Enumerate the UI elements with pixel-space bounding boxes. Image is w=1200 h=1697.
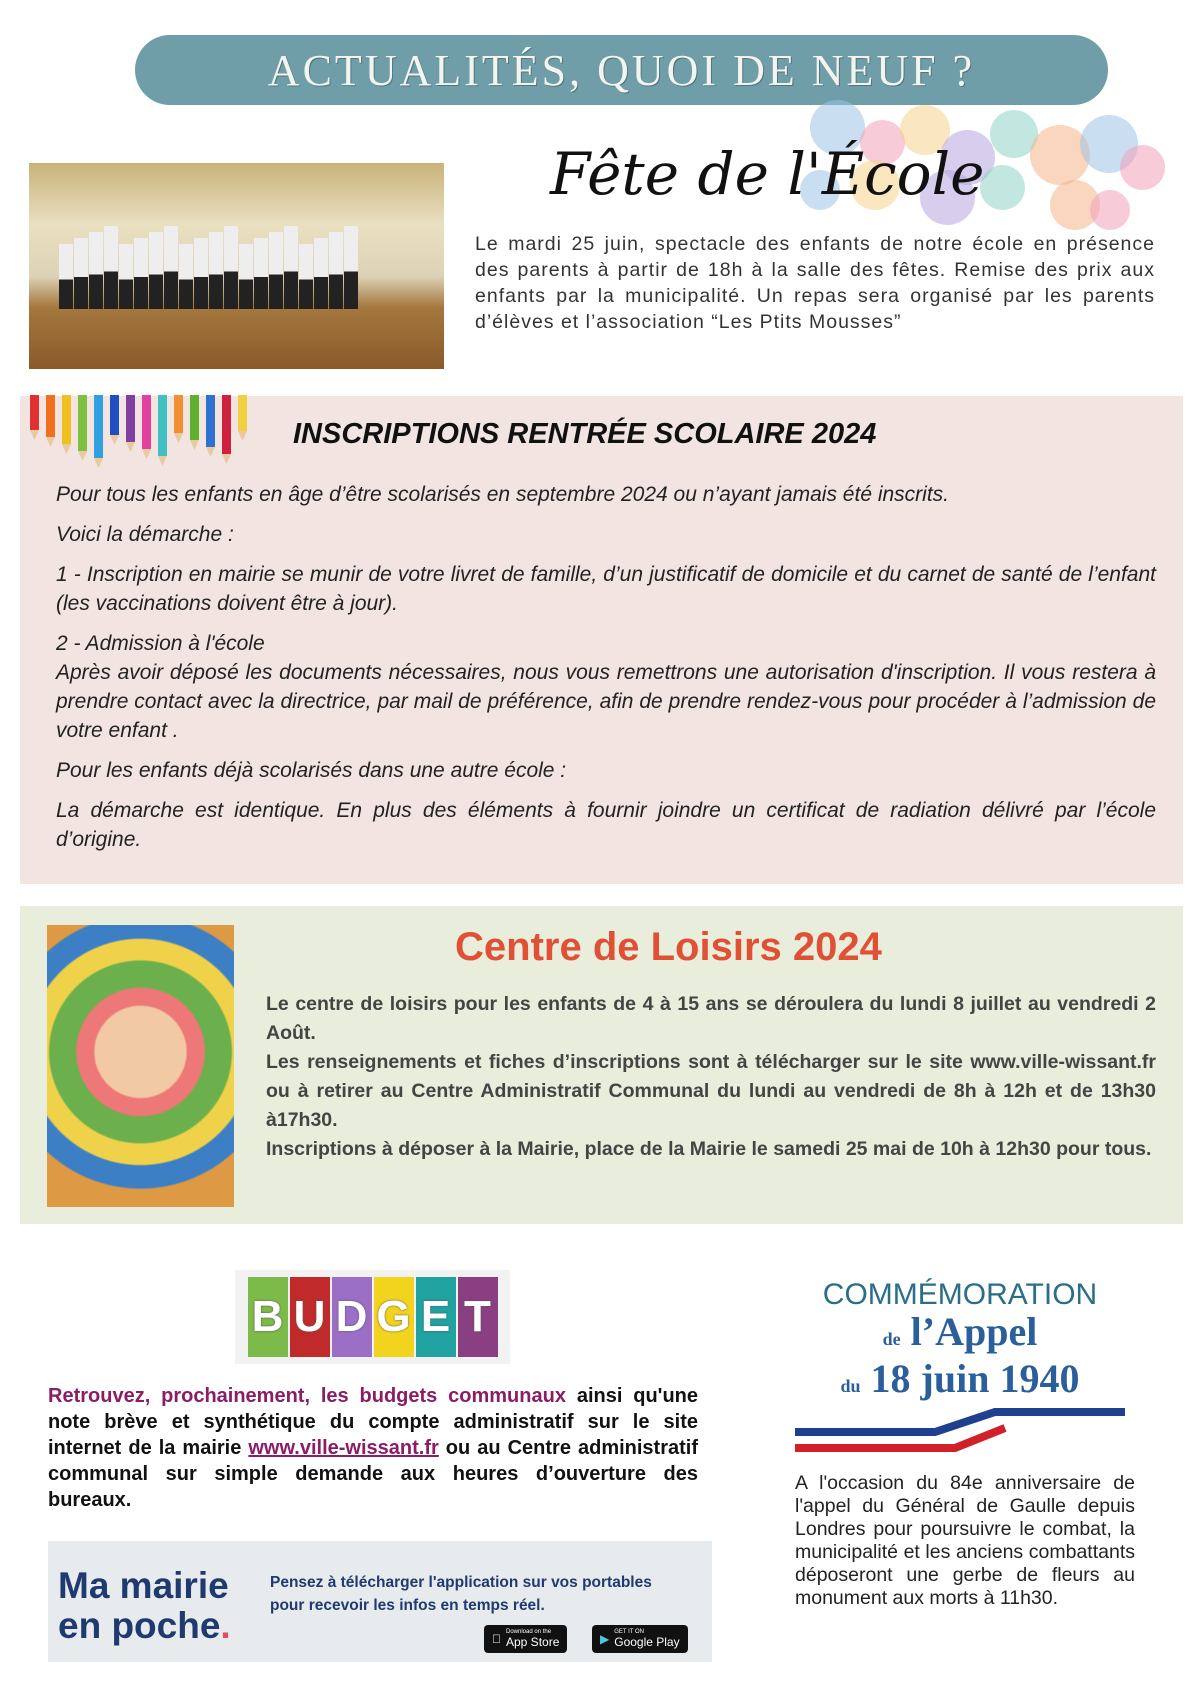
pencil <box>238 395 247 431</box>
badge-label: App Store <box>497 1635 551 1649</box>
child-figure <box>344 226 358 309</box>
app-promo-text: Pensez à télécharger l'application sur vos portables pour recevoir les infos en temps réel. <box>270 1574 652 1614</box>
commemoration-text: A l'occasion du 84e anniversaire de l'appel du Général de Gaulle depuis Londres pour poursuivre le combat, la municipalité et les anciens combattants déposeront une gerbe de fleurs au monument aux morts à 11h30. <box>795 1472 1135 1609</box>
google-play-badge[interactable] <box>592 1625 688 1653</box>
badge-small: Download on the <box>497 1629 543 1635</box>
logo-dot: . <box>220 1605 231 1646</box>
appel-title <box>795 1309 1125 1406</box>
centre-loisirs-body <box>266 990 1156 1164</box>
pencil <box>46 395 55 437</box>
pencil <box>78 395 87 451</box>
child-figure <box>74 238 88 309</box>
pencil-tip <box>174 433 183 443</box>
budget-letter-block: G <box>374 1277 414 1357</box>
pencil <box>142 395 151 449</box>
pencil <box>190 395 199 440</box>
pencil <box>206 395 215 447</box>
pencil-tip <box>94 458 103 468</box>
line: Inscriptions à déposer à la Mairie, place de la Mairie le samedi 25 mai de 10h à 12h30 pour tous. <box>266 1138 1152 1160</box>
child-figure <box>119 244 133 309</box>
pencil-tip <box>158 456 167 466</box>
child-figure <box>254 238 268 309</box>
tricolor-ribbon-icon <box>795 1404 1125 1454</box>
ma-mairie-en-poche-banner <box>48 1541 712 1662</box>
paragraph: 2 - Admission à l'école <box>56 632 265 655</box>
child-figure <box>239 244 253 309</box>
child-figure <box>89 232 103 309</box>
section-header-banner <box>135 35 1108 105</box>
pencil <box>126 395 135 442</box>
budget-text-part: ainsi qu'une note brève et synthétique du compte administratif sur le site internet de la mairie <box>48 1385 698 1459</box>
pencil-tip <box>142 449 151 459</box>
pencil <box>222 395 231 454</box>
pencil-tip <box>62 444 71 454</box>
pencil-tip <box>110 435 119 445</box>
budget-text <box>48 1383 698 1513</box>
pencil <box>62 395 71 444</box>
line: Le centre de loisirs pour les enfants de 4 à 15 ans se déroulera du lundi 8 juillet au vendredi 2 Août. <box>266 993 1156 1044</box>
child-figure <box>134 238 148 309</box>
paragraph: Voici la démarche : <box>56 523 234 546</box>
budget-text-part: ou au Centre administratif communal sur simple demande aux heures d’ouverture des bureaux. <box>48 1437 698 1511</box>
pencil <box>110 395 119 435</box>
ma-mairie-logo <box>58 1566 231 1646</box>
child-figure <box>149 232 163 309</box>
budget-highlight: Retrouvez, prochainement, les budgets communaux <box>48 1385 566 1407</box>
child-figure <box>314 238 328 309</box>
appel: l’Appel <box>910 1309 1038 1354</box>
fete-text: Le mardi 25 juin, spectacle des enfants de notre école en présence des parents à partir de 18h à la salle des fêtes. Remise des prix aux enfants par la municipalité. Un repas sera organisé par les parents d’élèves et l’association “Les Ptits Mousses” <box>475 233 1155 333</box>
child-figure <box>209 232 223 309</box>
app-store-badge[interactable] <box>484 1625 567 1653</box>
paragraph: Après avoir déposé les documents nécessaires, nous vous remettrons une autorisation d'inscription. Il vous restera à prendre contact avec la directrice, par mail de préférence, afin de prendre rendez-vous pour procéder à l’admission de votre enfant . <box>56 661 1156 742</box>
pencil-tip <box>190 440 199 450</box>
pencil-tip <box>46 437 55 447</box>
child-figure <box>284 226 298 309</box>
budget-letter-block: U <box>290 1277 330 1357</box>
balloon <box>980 165 1025 210</box>
budget-letter-block: E <box>416 1277 456 1357</box>
paragraph: Pour tous les enfants en âge d’être scolarisés en septembre 2024 ou n’ayant jamais été inscrits. <box>56 483 950 506</box>
badge-label: Google Play <box>614 1635 680 1649</box>
badge-small: GET IT ON <box>614 1629 645 1635</box>
child-figure <box>59 244 73 309</box>
commemoration-title: COMMÉMORATION <box>822 1278 1098 1311</box>
paragraph: 1 - Inscription en mairie se munir de votre livret de famille, d’un justificatif de domicile et du carnet de santé de l’enfant (les vaccinations doivent être à jour). <box>56 563 1156 615</box>
line: Les renseignements et fiches d’inscriptions sont à télécharger sur le site www.ville-wissant.fr ou à retirer au Centre Administratif Communal du lundi au vendredi de 8h à 12h et de 13h30 à17h30. <box>266 1051 1156 1131</box>
child-figure <box>194 238 208 309</box>
paragraph: La démarche est identique. En plus des éléments à fournir joindre un certificat de radiation délivré par l’école d’origine. <box>56 799 1156 851</box>
de: de <box>882 1329 901 1349</box>
school-party-photo <box>29 163 444 369</box>
fete-title: Fête de l'École <box>550 140 985 208</box>
inscriptions-title: INSCRIPTIONS RENTRÉE SCOLAIRE 2024 <box>293 418 877 450</box>
apple-icon <box>492 1632 501 1646</box>
pencil-tip <box>78 451 87 461</box>
child-figure <box>329 232 343 309</box>
pencil-tip <box>238 431 247 441</box>
colored-pencils-decoration <box>30 395 270 470</box>
pencil <box>94 395 103 458</box>
child-figure <box>179 244 193 309</box>
du: du <box>840 1376 861 1396</box>
commemoration-graphic <box>795 1278 1125 1458</box>
child-figure <box>299 244 313 309</box>
pencil <box>158 395 167 456</box>
pencil <box>174 395 183 433</box>
budget-letter-block: D <box>332 1277 372 1357</box>
website-link[interactable]: www.ville-wissant.fr <box>248 1437 439 1459</box>
paragraph: Pour les enfants déjà scolarisés dans une autre école : <box>56 759 567 782</box>
page-title: ACTUALITÉS, QUOI DE NEUF ? <box>267 45 976 95</box>
logo-line: Ma mairie <box>58 1565 229 1606</box>
budget-letter-block: T <box>458 1277 498 1357</box>
budget-letter-block: B <box>248 1277 288 1357</box>
child-figure <box>269 232 283 309</box>
centre-loisirs-title: Centre de Loisirs 2024 <box>455 925 882 969</box>
child-figure <box>224 226 238 309</box>
balloon <box>1090 190 1130 230</box>
child-figure <box>104 226 118 309</box>
children-circle-photo <box>47 925 234 1207</box>
pencil-tip <box>222 454 231 464</box>
inscriptions-body <box>56 480 1156 865</box>
pencil-tip <box>206 447 215 457</box>
child-figure <box>164 226 178 309</box>
play-icon: ▶ <box>600 1632 610 1646</box>
date: 18 juin 1940 <box>870 1356 1080 1401</box>
pencil <box>30 395 39 430</box>
pencil-tip <box>126 442 135 452</box>
pencil-tip <box>30 430 39 440</box>
budget-blocks-image <box>235 1270 510 1364</box>
logo-line: en poche <box>58 1605 221 1646</box>
balloon <box>1120 145 1165 190</box>
